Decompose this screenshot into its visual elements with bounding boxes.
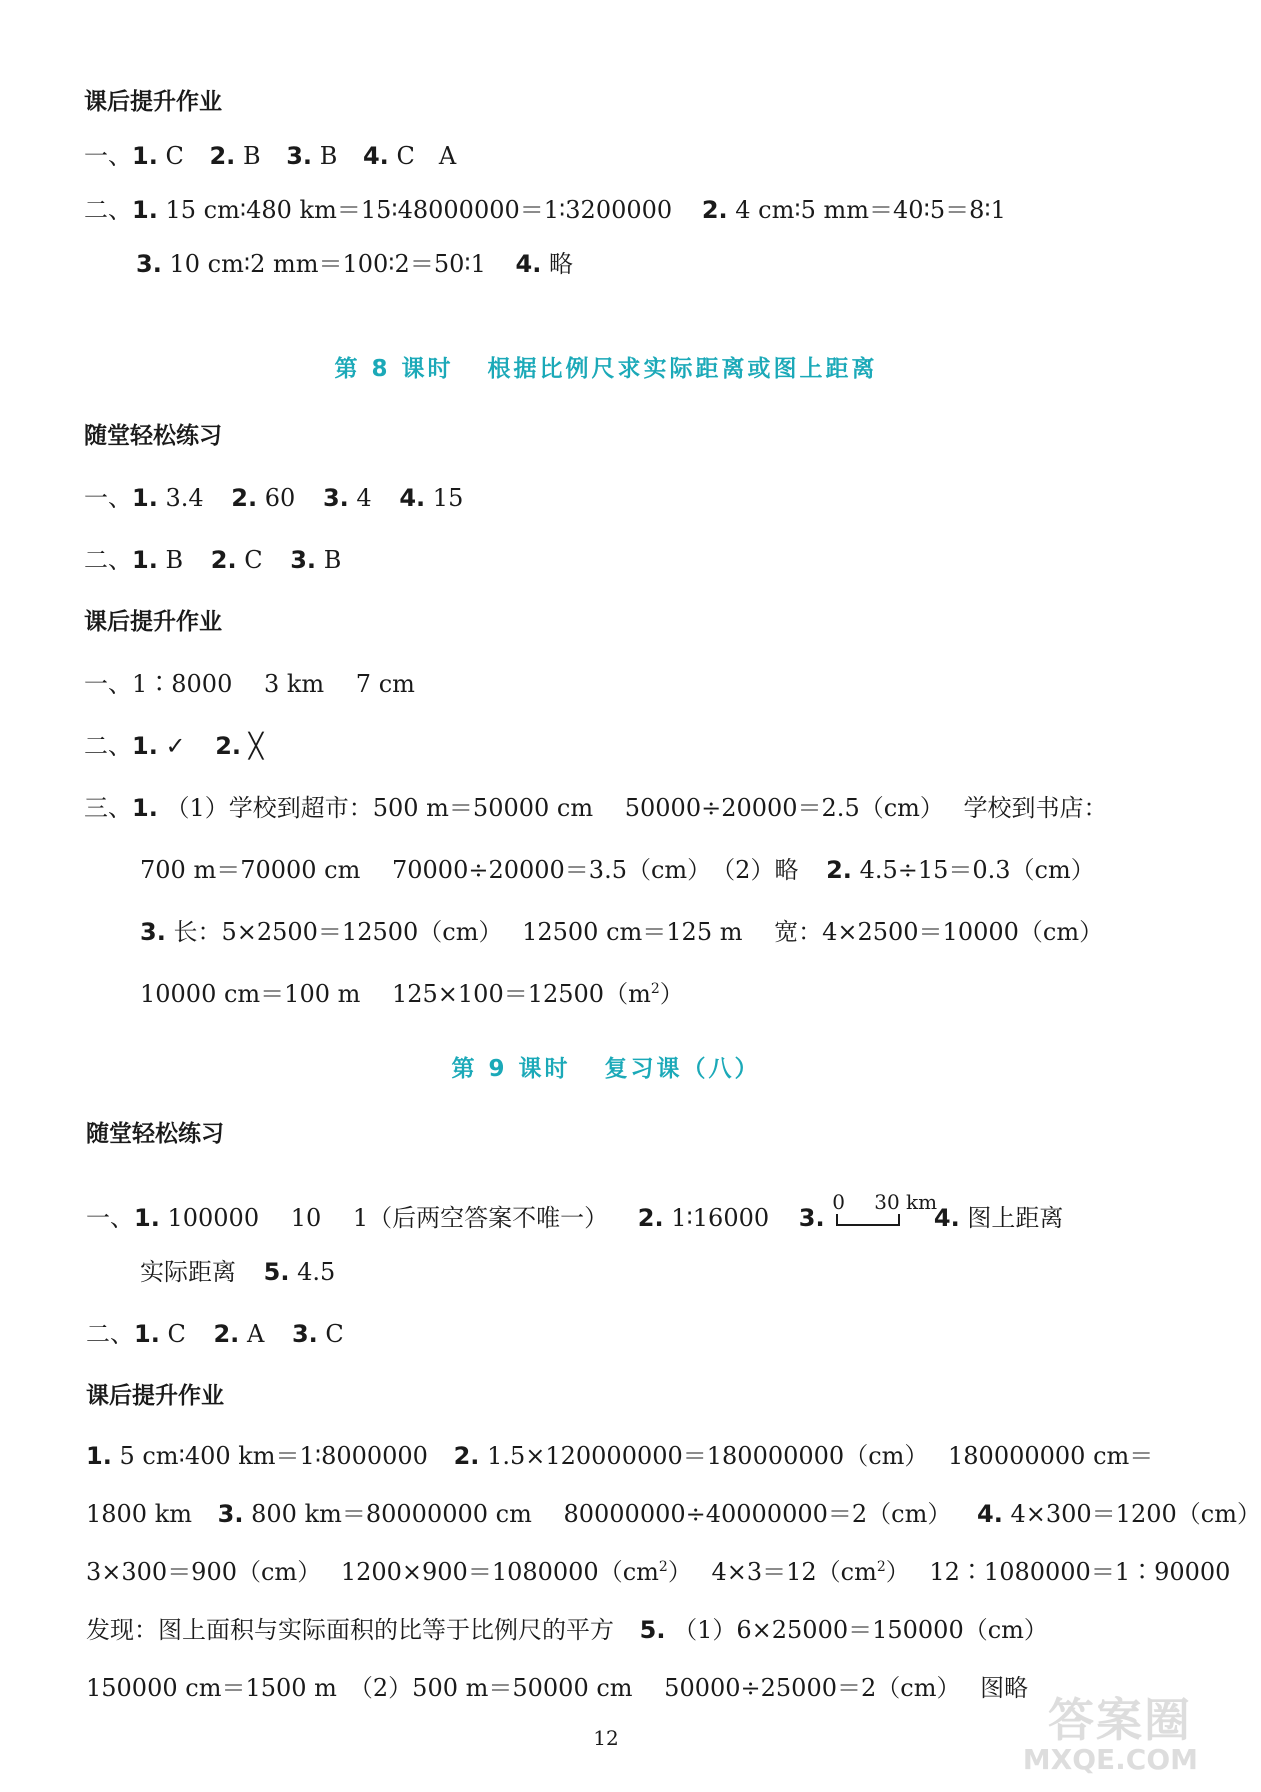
answer-line: 一、1∶8000 3 km 7 cm xyxy=(84,670,415,698)
answer-line: 一、1. 100000 10 1（后两空答案不唯一） 2. 1∶16000 3. 0 30 km 4. 图上距离 xyxy=(86,1190,1064,1232)
scale-bar-icon: 0 30 km xyxy=(832,1194,904,1232)
cross-mark: ╳ xyxy=(248,732,264,760)
watermark-logo: 答案圈 MXQE.COM xyxy=(1022,1693,1198,1776)
section-heading: 课后提升作业 xyxy=(84,89,222,115)
answer-line: 1. 5 cm∶400 km＝1∶8000000 2. 1.5×120000000＝180000000（cm） 180000000 cm＝ xyxy=(86,1442,1154,1470)
section-heading: 随堂轻松练习 xyxy=(84,423,222,449)
lesson-name: 复习课（八） xyxy=(604,1056,761,1082)
section-heading: 课后提升作业 xyxy=(86,1383,224,1409)
section-heading: 随堂轻松练习 xyxy=(86,1121,224,1147)
lesson-number: 第 8 课时 xyxy=(334,356,454,382)
page-number: 12 xyxy=(593,1726,619,1750)
answer-line: 3×300＝900（cm） $1200\times 900=1080000(cm^2)$ $4\times 3=12(cm^2)$ 12∶1080000＝1∶90000 xyxy=(86,1558,1231,1586)
answer-line: 一、1. C 2. B 3. B 4. C A xyxy=(84,142,457,170)
section-heading: 课后提升作业 xyxy=(84,609,222,635)
answer-line: 二、1. C 2. A 3. C xyxy=(86,1320,344,1348)
lesson-title xyxy=(0,350,1212,383)
answer-line: 三、1. （1）学校到超市：500 m＝50000 cm 50000÷20000＝2.5（cm） 学校到书店： xyxy=(84,794,1108,822)
answer-line: 10000 cm＝100 m $125\times 100=12500(m^2)$ xyxy=(140,980,684,1008)
lesson-title xyxy=(0,1050,1212,1083)
answer-line: 3. 长：5×2500＝12500（cm） 12500 cm＝125 m 宽：4×2500＝10000（cm） xyxy=(140,918,1104,946)
answer-line: 发现：图上面积与实际面积的比等于比例尺的平方 5. （1）6×25000＝150000（cm） xyxy=(86,1616,1048,1644)
check-mark: ✓ xyxy=(165,732,186,760)
answer-line: 700 m＝70000 cm 70000÷20000＝3.5（cm） （2）略 2. 4.5÷15＝0.3（cm） xyxy=(140,856,1095,884)
answer-line: 二、1. ✓ 2. ╳ xyxy=(84,732,264,760)
answer-line: 150000 cm＝1500 m （2）500 m＝50000 cm 50000÷25000＝2（cm） 图略 xyxy=(86,1674,1029,1702)
answer-line: 1800 km 3. 800 km＝80000000 cm 80000000÷40000000＝2（cm） 4. 4×300＝1200（cm） xyxy=(86,1500,1261,1528)
answer-line: 一、1. 3.4 2. 60 3. 4 4. 15 xyxy=(84,484,464,512)
answer-line: 实际距离 5. 4.5 xyxy=(140,1258,336,1286)
lesson-number: 第 9 课时 xyxy=(451,1056,571,1082)
answer-line: 3. 10 cm∶2 mm＝100∶2＝50∶1 4. 略 xyxy=(136,250,573,278)
answer-line: 二、1. 15 cm∶480 km＝15∶48000000＝1∶3200000 2. 4 cm∶5 mm＝40∶5＝8∶1 xyxy=(84,196,1006,224)
lesson-name: 根据比例尺求实际距离或图上距离 xyxy=(487,356,878,382)
answer-line: 二、1. B 2. C 3. B xyxy=(84,546,342,574)
